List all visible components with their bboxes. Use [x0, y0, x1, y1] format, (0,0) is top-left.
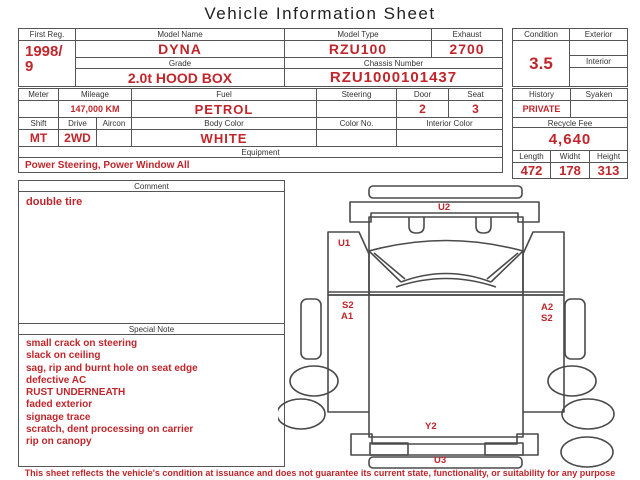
special-note-label: Special Note — [19, 324, 284, 335]
comment-content — [19, 192, 284, 324]
grade-value: 2.0t HOOD BOX — [127, 69, 233, 86]
color-no-value — [316, 130, 396, 146]
chassis-number-label: Chassis Number — [285, 58, 502, 69]
exterior-value — [570, 41, 627, 56]
interior-color-value — [396, 130, 502, 146]
fuel-label: Fuel — [131, 89, 316, 101]
special-note-line: scratch, dent processing on carrier — [26, 424, 194, 436]
grade-label: Grade — [76, 58, 284, 69]
body-color-value: WHITE — [131, 130, 316, 146]
width-value: 178 — [550, 163, 589, 178]
syaken-label: Syaken — [570, 89, 627, 101]
aircon-value — [96, 130, 131, 146]
special-note-line: slack on ceiling — [26, 350, 101, 362]
spare-wheel — [561, 437, 613, 467]
damage-code-a2: A2 — [541, 302, 554, 313]
front-top-bar — [369, 186, 522, 198]
interior-value — [570, 68, 627, 86]
comment-panel — [18, 180, 285, 467]
left-roof-notch — [409, 217, 424, 233]
mileage-label: Mileage — [58, 89, 131, 101]
damage-code-u1: U1 — [338, 238, 351, 249]
steering-value — [316, 101, 396, 117]
height-value: 313 — [589, 163, 627, 178]
right-rear-wheel-2 — [562, 399, 614, 429]
model-type-label: Model Type — [285, 29, 431, 41]
vehicle-id-table — [18, 28, 503, 87]
comment-line: double tire — [26, 196, 83, 208]
color-no-label: Color No. — [316, 118, 396, 130]
history-dimensions-table — [512, 88, 628, 179]
damage-code-s2-right: S2 — [541, 313, 553, 324]
exterior-label: Exterior — [570, 29, 627, 41]
chassis-number-value: RZU1000101437 — [329, 69, 458, 86]
first-reg-value: 1998/9 — [25, 43, 63, 75]
shift-value: MT — [29, 131, 48, 145]
cargo-bed — [369, 295, 523, 437]
aircon-label: Aircon — [96, 118, 131, 130]
windshield-top-arc — [369, 241, 523, 252]
windshield-pillars — [369, 251, 523, 282]
cab-outline — [369, 217, 523, 295]
meter-label: Meter — [28, 90, 49, 99]
recycle-fee-label: Recycle Fee — [513, 118, 627, 129]
drive-value: 2WD — [58, 130, 96, 146]
height-label: Height — [589, 151, 627, 163]
special-note-line: RUST UNDERNEATH — [26, 387, 126, 399]
condition-table — [512, 28, 628, 87]
body-color-label: Body Color — [131, 118, 316, 130]
left-rear-wheel-2 — [278, 399, 325, 429]
shift-label: Shift — [30, 119, 47, 128]
damage-code-a1: A1 — [341, 311, 354, 322]
special-note-line: defective AC — [26, 374, 87, 386]
special-note-line: rip on canopy — [26, 436, 92, 448]
damage-code-s2-left: S2 — [342, 300, 354, 311]
length-value: 472 — [520, 163, 543, 179]
comment-label: Comment — [19, 181, 284, 192]
windshield-lower-arc — [396, 279, 496, 288]
condition-value: 3.5 — [529, 53, 553, 73]
right-rear-wheel-1 — [548, 366, 596, 396]
first-reg-label: First Reg. — [19, 29, 75, 41]
chassis-rails — [328, 295, 564, 412]
seat-value: 3 — [448, 101, 502, 117]
meter-value — [19, 101, 58, 117]
right-step — [565, 299, 585, 359]
condition-label: Condition — [513, 29, 569, 41]
door-label: Door — [396, 89, 448, 101]
right-roof-notch — [476, 217, 491, 233]
damage-code-u3: U3 — [434, 455, 447, 466]
special-note-line: small crack on steering — [26, 338, 138, 349]
left-step — [301, 299, 321, 359]
special-note-content — [19, 335, 284, 466]
model-name-value: DYNA — [158, 41, 202, 57]
width-label: Widht — [550, 151, 589, 163]
specs-table — [18, 88, 503, 173]
history-label: History — [529, 90, 554, 99]
mileage-value: 147,000 KM — [58, 101, 131, 117]
seat-label: Seat — [448, 89, 502, 101]
equipment-value: Power Steering, Power Window All — [25, 160, 190, 171]
right-fender — [523, 232, 564, 295]
damage-code-u2: U2 — [438, 202, 451, 213]
syaken-value — [570, 101, 627, 117]
vehicle-damage-diagram — [278, 182, 628, 470]
special-note-line: sag, rip and burnt hole on seat edge — [26, 362, 198, 374]
door-value: 2 — [396, 101, 448, 117]
length-label: Length — [519, 152, 544, 162]
disclaimer-text: This sheet reflects the vehicle's condition at issuance and does not guarantee its current state, functionality, or suitability for any purpose — [24, 468, 616, 478]
special-note-line: faded exterior — [26, 399, 93, 411]
interior-color-label: Interior Color — [396, 118, 502, 130]
history-value: PRIVATE — [522, 103, 561, 114]
fuel-value: PETROL — [131, 101, 316, 117]
special-note-line: signage trace — [26, 411, 91, 423]
interior-label: Interior — [570, 56, 627, 68]
recycle-fee-value: 4,640 — [513, 128, 627, 151]
model-name-label: Model Name — [76, 29, 284, 41]
page-title: Vehicle Information Sheet — [204, 4, 436, 23]
exhaust-label: Exhaust — [432, 29, 502, 41]
equipment-label: Equipment — [19, 147, 502, 158]
exhaust-value: 2700 — [449, 41, 485, 57]
model-type-value: RZU100 — [328, 41, 388, 57]
steering-label: Steering — [316, 89, 396, 101]
drive-label: Drive — [58, 118, 96, 130]
left-rear-wheel-1 — [290, 366, 338, 396]
damage-code-y2: Y2 — [425, 421, 437, 432]
